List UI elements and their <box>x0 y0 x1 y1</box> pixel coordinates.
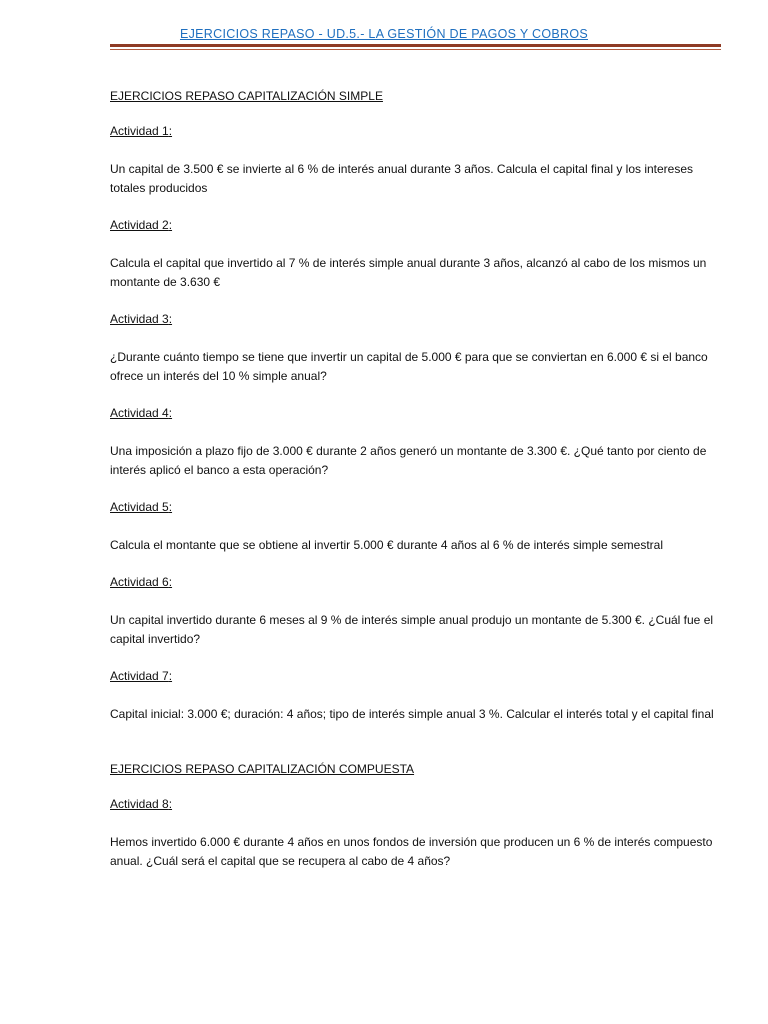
activity-label-4-text: Actividad 4 <box>110 406 169 420</box>
activity-label-5-text: Actividad 5 <box>110 500 169 514</box>
activity-label-5 <box>110 498 722 517</box>
activity-label-3-text: Actividad 3 <box>110 312 169 326</box>
section-title-compound: EJERCICIOS REPASO CAPITALIZACIÓN COMPUESTA <box>110 762 415 776</box>
activity-label-2-text: Actividad 2 <box>110 218 169 232</box>
activity-text-7: Capital inicial: 3.000 €; duración: 4 años; tipo de interés simple anual 3 %. Calcular el interés total y el capital final <box>110 707 714 721</box>
activity-label-3 <box>110 310 722 329</box>
activity-label-8 <box>110 795 722 814</box>
activity-colon: : <box>168 406 173 420</box>
activity-colon: : <box>168 500 173 514</box>
header-rule-thick <box>110 44 721 47</box>
activity-colon: : <box>168 312 173 326</box>
document-header-title: EJERCICIOS REPASO - UD.5.- LA GESTIÓN DE PAGOS Y COBROS <box>179 27 589 41</box>
activity-label-7-text: Actividad 7 <box>110 669 169 683</box>
activity-text-8: Hemos invertido 6.000 € durante 4 años en unos fondos de inversión que producen un 6 % de interés compuesto anual. ¿Cuál será el capital que se recupera al cabo de 4 años? <box>110 835 713 868</box>
activity-text-6: Un capital invertido durante 6 meses al 9 % de interés simple anual produjo un montante de 5.300 €. ¿Cuál fue el capital invertido? <box>110 613 714 646</box>
document-body <box>110 87 722 889</box>
activity-text-4: Una imposición a plazo fijo de 3.000 € durante 2 años generó un montante de 3.300 €. ¿Qué tanto por ciento de interés aplicó el banco a esta operación? <box>110 444 707 477</box>
activity-label-6 <box>110 573 722 592</box>
activity-label-1 <box>110 122 722 141</box>
activity-text-2: Calcula el capital que invertido al 7 % de interés simple anual durante 3 años, alcanzó al cabo de los mismos un montante de 3.630 € <box>110 256 707 289</box>
activity-label-6-text: Actividad 6 <box>110 575 169 589</box>
activity-colon: : <box>168 797 173 811</box>
activity-text-3: ¿Durante cuánto tiempo se tiene que invertir un capital de 5.000 € para que se conviertan en 6.000 € si el banco ofrece un interés del 10 % simple anual? <box>110 350 708 383</box>
activity-colon: : <box>168 124 173 138</box>
section-title-simple: EJERCICIOS REPASO CAPITALIZACIÓN SIMPLE <box>110 89 383 103</box>
activity-label-7 <box>110 667 722 686</box>
activity-label-1-text: Actividad 1 <box>110 124 169 138</box>
activity-label-2 <box>110 216 722 235</box>
header-rule-thin <box>110 49 721 50</box>
activity-colon: : <box>168 575 173 589</box>
activity-colon: : <box>168 218 173 232</box>
activity-label-4 <box>110 404 722 423</box>
activity-label-8-text: Actividad 8 <box>110 797 169 811</box>
activity-text-1: Un capital de 3.500 € se invierte al 6 % de interés anual durante 3 años. Calcula el capital final y los intereses totales producidos <box>110 162 694 195</box>
activity-colon: : <box>168 669 173 683</box>
activity-text-5: Calcula el montante que se obtiene al invertir 5.000 € durante 4 años al 6 % de interés simple semestral <box>110 538 663 552</box>
